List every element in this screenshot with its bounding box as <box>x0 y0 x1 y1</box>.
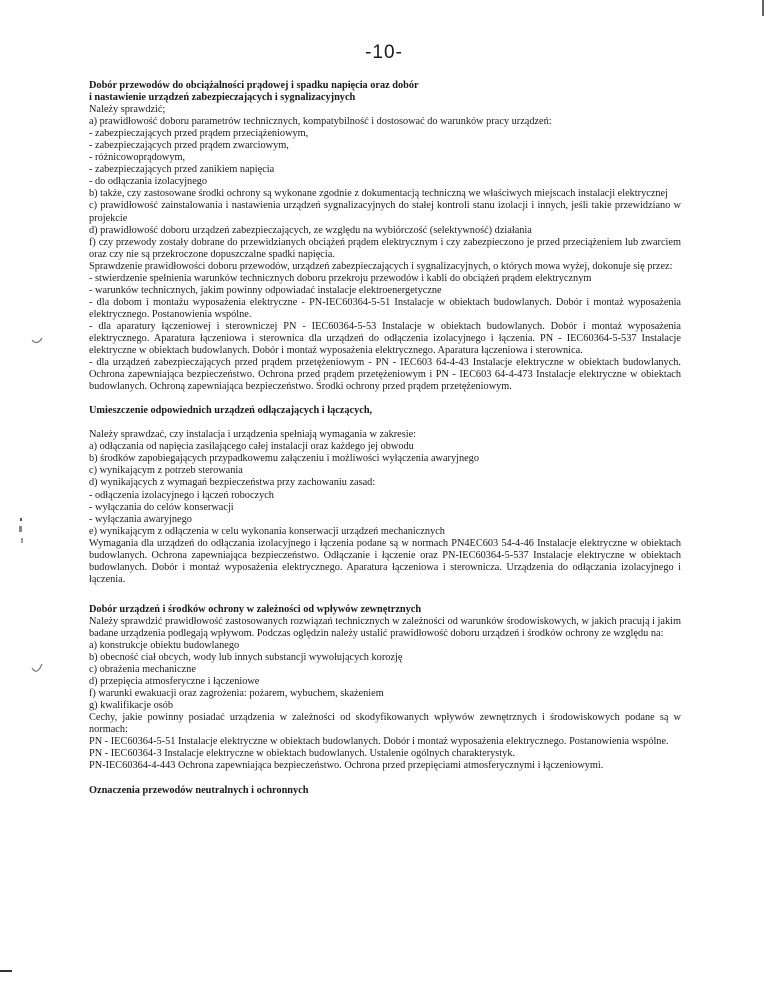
list-item: d) wynikających z wymagań bezpieczeństwa przy zachowaniu zasad: <box>89 477 376 489</box>
list-item: a) konstrukcje obiektu budowlanego <box>89 640 240 652</box>
section-umieszczenie-urzadzen <box>89 405 681 586</box>
margin-mark <box>760 0 766 20</box>
list-item: - stwierdzenie spełnienia warunków technicznych doboru przekroju przewodów i kabli do obciążeń prądem elektrycznym <box>89 272 592 284</box>
paragraph: Cechy, jakie powinny posiadać urządzenia w zależności od skodyfikowanych wpływów zewnętrznych i środowiskowych podane są w normach: <box>89 712 681 736</box>
section-title: Dobór przewodów do obciążalności prądowej i spadku napięcia oraz dobór <box>89 80 419 91</box>
paragraph: Sprawdzenie prawidłowości doboru przewodów, urządzeń zabezpieczających i sygnalizacyjnych, o których mowa wyżej, dokonuje się przez: <box>89 260 673 272</box>
list-item: - wyłączania do celów konserwacji <box>89 501 234 513</box>
list-item: b) środków zapobiegających przypadkowemu załączeniu i możliwości wyłączenia awaryjnego <box>89 453 479 465</box>
list-item: - odłączenia izolacyjnego i łączeń roboczych <box>89 489 274 501</box>
margin-mark <box>16 516 26 546</box>
list-item: - do odłączania izolacyjnego <box>89 176 208 188</box>
list-item: c) obrażenia mechaniczne <box>89 664 196 676</box>
section-title-continued: i nastawienie urządzeń zabezpieczających i sygnalizacyjnych <box>89 92 356 104</box>
list-item: a) prawidłowość doboru parametrów technicznych, kompatybilność i dostosować do warunków pracy urządzeń: <box>89 116 552 128</box>
section-wplywy-zewnetrzne <box>89 604 681 773</box>
list-item: b) także, czy zastosowane środki ochrony są wykonane zgodnie z dokumentacją techniczną we właściwych miejscach instalacji elektrycznej <box>89 188 668 200</box>
section-dobor-przewodow <box>89 80 681 393</box>
page-number: -10- <box>365 42 403 63</box>
list-item: - warunków technicznych, jakim powinny odpowiadać instalacje elektroenergetyczne <box>89 284 442 296</box>
list-item: c) wynikającym z potrzeb sterowania <box>89 465 243 477</box>
section-title: Oznaczenia przewodów neutralnych i ochronnych <box>89 784 309 796</box>
section-title: Dobór urządzeń i środków ochrony w zależności od wpływów zewnętrznych <box>89 603 422 615</box>
margin-mark <box>30 330 44 346</box>
norm-reference: PN-IEC60364-4-443 Ochrona zapewniająca bezpieczeństwo. Ochrona przed przepięciami atmosferycznymi i łączeniowymi. <box>89 760 604 772</box>
margin-mark <box>0 968 14 974</box>
list-item: a) odłączania od napięcia zasilającego całej instalacji oraz każdego jej obwodu <box>89 441 414 453</box>
list-item: - zabezpieczających przed prądem przeciążeniowym, <box>89 128 309 140</box>
list-item: d) prawidłowość doboru urządzeń zabezpieczających, ze względu na wybiórczość (selektywność) działania <box>89 224 532 236</box>
list-item: - dla urządzeń zabezpieczających przed prądem przetężeniowym - PN - IEC603 64-4-43 Instalacje elektryczne w obiektach budowlanych. Ochrona zapewniająca bezpieczeństwo. Ochrona przed prądem przetężeniowym i PN - IEC603 64-4-473 Instalacje elektryczne w obiektach budowlanych. Ochroną zapewniająca bezpieczeństwo. Środki ochrony przed prądem przetężeniowym. <box>89 357 681 393</box>
norm-reference: PN - IEC60364-3 Instalacje elektryczne w obiektach budowlanych. Ustalenie ogólnych charakterystyk. <box>89 748 516 760</box>
paragraph: Należy sprawdzić; <box>89 104 166 116</box>
document-body <box>89 80 681 797</box>
list-item: b) obecność ciał obcych, wody lub innych substancji wywołujących korozję <box>89 652 403 664</box>
margin-mark <box>30 662 44 678</box>
section-title: Umieszczenie odpowiednich urządzeń odłączających i łączących, <box>89 405 373 417</box>
list-item: d) przepięcia atmosferyczne i łączeniowe <box>89 676 260 688</box>
list-item: f) warunki ewakuacji oraz zagrożenia: pożarem, wybuchem, skażeniem <box>89 688 384 700</box>
norm-reference: PN - IEC60364-5-51 Instalacje elektryczne w obiektach budowlanych. Dobór i montaż wyposażenia elektrycznego. Postanowienia wspólne. <box>89 736 669 748</box>
list-item: - dla aparatury łączeniowej i sterowniczej PN - IEC60364-5-53 Instalacje w obiektach budowlanych. Dobór i montaż wyposażenia elektrycznego. Aparatura łączeniowa i sterownica dla urządzeń do odłączenia izolacyjnego i łączenia. PN - IEC60364-5-537 Instalacje elektryczne w obiektach budowlanych. Dobór i montaż wyposażenia elektrycznego. Aparatura łączeniowa i sterownica. <box>89 320 681 357</box>
paragraph: Należy sprawdzić prawidłowość zastosowanych rozwiązań technicznych w zależności od warunków środowiskowych, w jakich pracują i jakim badane urządzenia podlegają wpływom. Podczas oględzin należy ustalić prawidłowość doboru urządzeń i środków ochrony ze względu na: <box>89 615 681 639</box>
list-item: - wyłączania awaryjnego <box>89 513 192 525</box>
paragraph: Należy sprawdzać, czy instalacja i urządzenia spełniają wymagania w zakresie: <box>89 429 417 441</box>
list-item: e) wynikającym z odłączenia w celu wykonania konserwacji urządzeń mechanicznych <box>89 525 445 537</box>
list-item: c) prawidłowość zainstalowania i nastawienia urządzeń sygnalizacyjnych do stałej kontroli stanu izolacji i innych, jeśli takie przewidziano w projekcie <box>89 200 681 224</box>
list-item: - zabezpieczających przed zanikiem napięcia <box>89 164 275 176</box>
list-item: - różnicowoprądowym, <box>89 152 186 164</box>
list-item: - zabezpieczających przed prądem zwarciowym, <box>89 140 289 152</box>
list-item: - dla dobom i montażu wyposażenia elektryczne - PN-IEC60364-5-51 Instalacje w obiektach budowlanych. Dobór i montaż wyposażenia elektrycznego. Postanowienia wspólne. <box>89 296 681 320</box>
list-item: g) kwalifikacje osób <box>89 700 174 712</box>
section-oznaczenia-przewodow <box>89 785 681 797</box>
paragraph: Wymagania dla urządzeń do odłączania izolacyjnego i łączenia podane są w normach PN4EC603 54-4-46 Instalacje elektryczne w obiektach budowlanych. Ochrona zapewniająca bezpieczeństwo. Odłączanie i łączenie oraz PN-IEC60364-5-537 Instalacje elektryczne w obiektach budowlanych. Dobór i montaż wyposażenia elektrycznego. Aparatura łączeniowa i sterownicza. Urządzenia do odłączania izolacyjnego i łączenia. <box>89 537 681 585</box>
list-item: f) czy przewody zostały dobrane do przewidzianych obciążeń prądem elektrycznym i czy zabezpieczono je przed przeciążeniem lub zwarciem oraz czy nie są przekroczone dopuszczalne spadki napięcia. <box>89 236 681 260</box>
